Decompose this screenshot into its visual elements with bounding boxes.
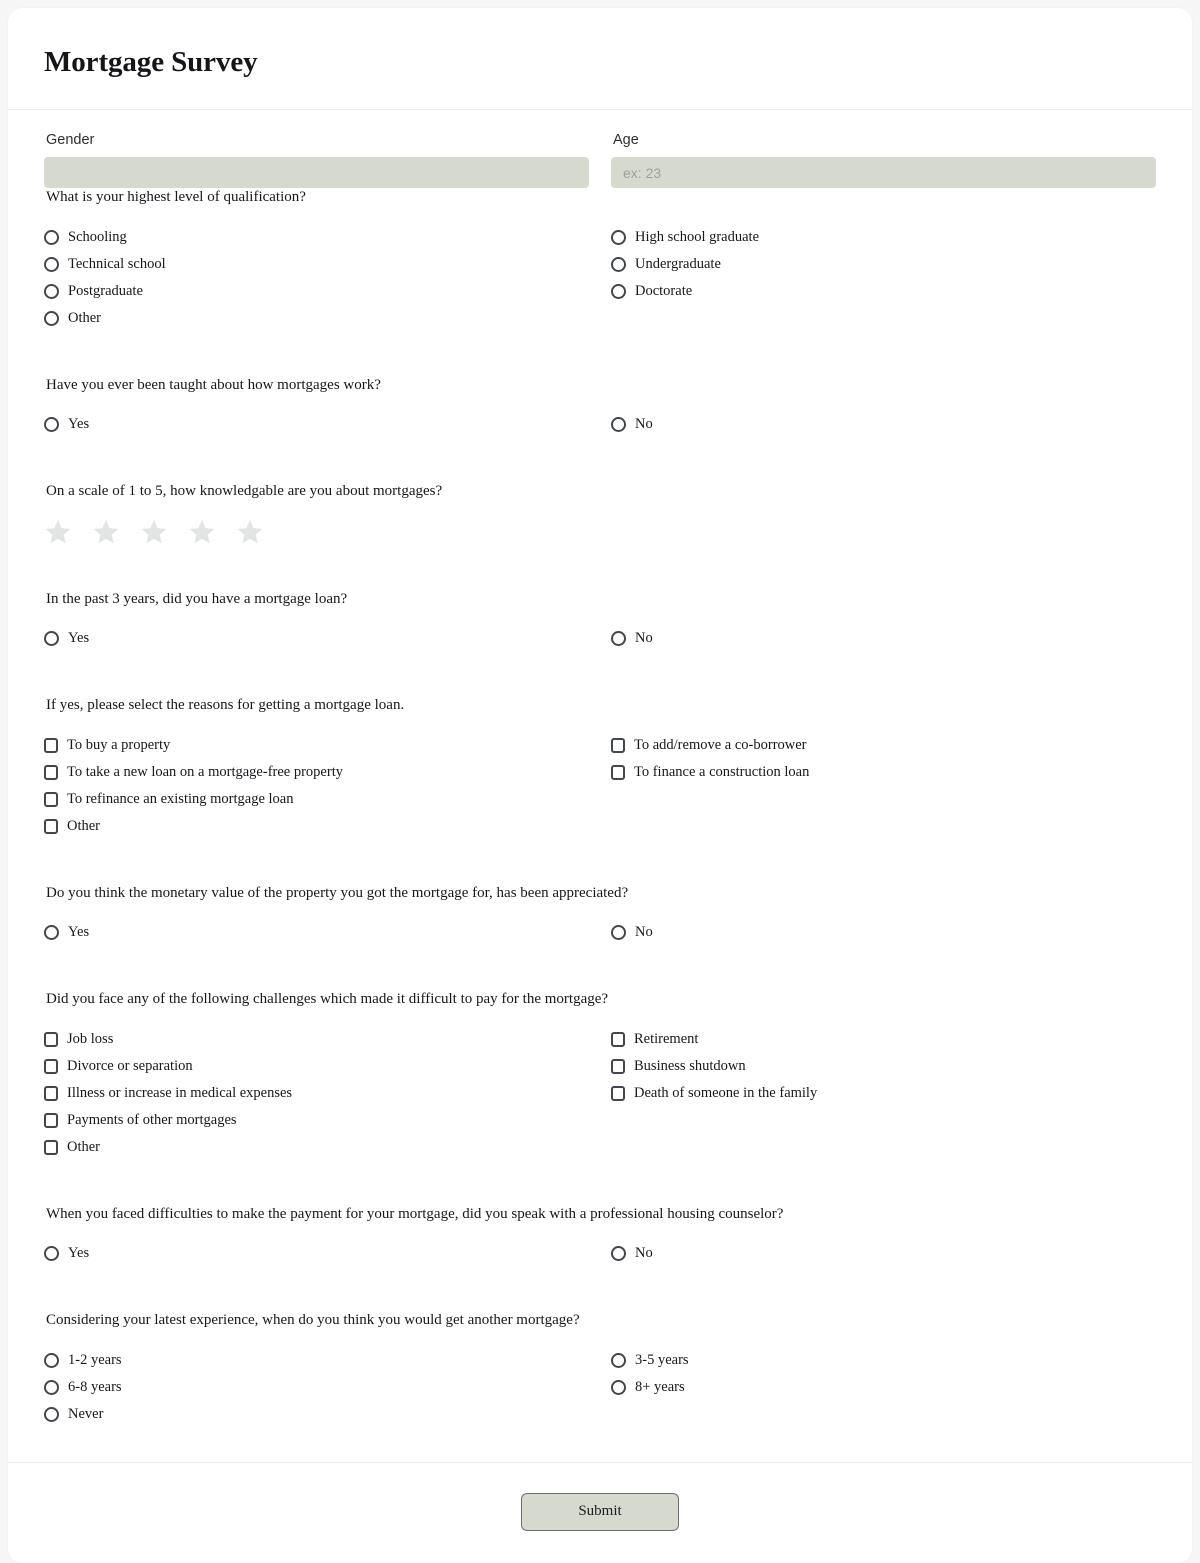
question-text-payment-challenges: Did you face any of the following challenges which made it difficult to pay for the mortgage? [46,991,609,1007]
radio-option-had-mortgage-loan-right-0[interactable] [611,625,1156,652]
checkbox-icon[interactable] [44,1113,58,1128]
radio-option-next-mortgage-timing-right-1[interactable] [611,1374,1156,1401]
option-label: Technical school [68,255,166,272]
radio-icon[interactable] [44,311,59,326]
checkbox-option-loan-reasons-right-1[interactable] [611,759,1156,786]
option-label: High school graduate [635,228,760,245]
radio-option-qualification-right-1[interactable] [611,251,1156,278]
option-label: 3-5 years [635,1351,689,1368]
options-column-left [44,1347,589,1428]
age-input[interactable] [611,157,1156,188]
checkbox-option-payment-challenges-right-1[interactable] [611,1053,1156,1080]
option-label: 6-8 years [68,1378,122,1395]
option-label: Yes [68,630,90,647]
checkbox-option-payment-challenges-left-0[interactable] [44,1026,589,1053]
option-label: Yes [68,416,90,433]
question-block-loan-reasons [44,696,1156,840]
option-label: No [635,1245,653,1262]
checkbox-icon[interactable] [44,819,58,834]
options-column-right [611,1240,1156,1267]
option-label: To finance a construction loan [634,763,810,780]
option-label: Postgraduate [68,282,143,299]
star-icon-2[interactable] [92,518,120,546]
radio-icon[interactable] [44,284,59,299]
options-grid-payment-challenges [44,1026,1156,1161]
radio-icon[interactable] [611,1380,626,1395]
radio-option-next-mortgage-timing-right-0[interactable] [611,1347,1156,1374]
radio-option-taught-about-mortgages-left-0[interactable] [44,411,589,438]
question-block-payment-challenges [44,990,1156,1161]
option-label: Other [67,817,101,834]
radio-icon[interactable] [44,925,59,940]
radio-option-qualification-left-0[interactable] [44,224,589,251]
star-icon-1[interactable] [44,518,72,546]
radio-option-next-mortgage-timing-left-0[interactable] [44,1347,589,1374]
age-label: Age [613,132,639,148]
question-text-spoke-with-counselor: When you faced difficulties to make the payment for your mortgage, did you speak with a professional housing counselor? [46,1205,784,1222]
radio-option-had-mortgage-loan-left-0[interactable] [44,625,589,652]
question-block-value-appreciated [44,884,1156,947]
radio-option-taught-about-mortgages-right-0[interactable] [611,411,1156,438]
checkbox-icon[interactable] [611,738,625,753]
question-block-had-mortgage-loan [44,590,1156,653]
radio-option-next-mortgage-timing-left-2[interactable] [44,1401,589,1428]
option-label: Other [67,1138,101,1155]
checkbox-option-payment-challenges-right-0[interactable] [611,1026,1156,1053]
option-label: Yes [68,924,90,941]
checkbox-option-payment-challenges-left-2[interactable] [44,1080,589,1107]
question-text-qualification: What is your highest level of qualification? [46,189,306,205]
radio-icon[interactable] [611,1246,626,1261]
question-block-knowledge-rating [44,482,1156,546]
option-label: Illness or increase in medical expenses [67,1084,293,1101]
checkbox-option-payment-challenges-left-3[interactable] [44,1107,589,1134]
basic-info-row [44,132,1156,188]
option-label: To buy a property [67,736,171,753]
option-label: No [635,630,653,647]
radio-icon[interactable] [44,417,59,432]
checkbox-option-loan-reasons-left-3[interactable] [44,813,589,840]
checkbox-option-payment-challenges-right-2[interactable] [611,1080,1156,1107]
options-column-left [44,919,589,946]
checkbox-icon[interactable] [44,1140,58,1155]
options-column-left [44,1026,589,1161]
question-block-taught-about-mortgages [44,376,1156,439]
option-label: No [635,924,653,941]
options-column-right [611,1347,1156,1428]
checkbox-option-payment-challenges-left-1[interactable] [44,1053,589,1080]
checkbox-icon[interactable] [44,1059,58,1074]
options-column-right [611,732,1156,840]
options-grid-loan-reasons [44,732,1156,840]
option-label: Undergraduate [635,255,721,272]
option-label: Divorce or separation [67,1057,193,1074]
radio-option-qualification-left-3[interactable] [44,305,589,332]
option-label: Other [68,309,102,326]
gender-input[interactable] [44,157,589,188]
options-column-left [44,224,589,332]
checkbox-icon[interactable] [611,1032,625,1047]
checkbox-icon[interactable] [44,1086,58,1101]
options-column-right [611,919,1156,946]
option-label: To add/remove a co-borrower [634,736,807,753]
radio-icon[interactable] [611,257,626,272]
options-column-left [44,411,589,438]
radio-icon[interactable] [611,925,626,940]
age-field-group [611,132,1156,188]
page-title: Mortgage Survey [44,46,258,78]
option-label: Job loss [67,1030,114,1047]
radio-option-value-appreciated-left-0[interactable] [44,919,589,946]
option-label: Payments of other mortgages [67,1111,237,1128]
radio-icon[interactable] [44,1353,59,1368]
survey-card [8,8,1192,1563]
checkbox-icon[interactable] [611,1059,625,1074]
option-label: To refinance an existing mortgage loan [67,790,294,807]
radio-option-spoke-with-counselor-left-0[interactable] [44,1240,589,1267]
radio-icon[interactable] [611,230,626,245]
question-text-knowledge-rating: On a scale of 1 to 5, how knowledgable are you about mortgages? [46,483,443,499]
question-block-qualification [44,188,1156,332]
option-label: Death of someone in the family [634,1084,818,1101]
checkbox-option-loan-reasons-left-2[interactable] [44,786,589,813]
star-icon-5[interactable] [236,518,264,546]
radio-icon[interactable] [44,1380,59,1395]
option-label: 1-2 years [68,1351,122,1368]
gender-label: Gender [46,132,95,148]
card-body [8,110,1192,1463]
checkbox-icon[interactable] [611,765,625,780]
question-text-taught-about-mortgages: Have you ever been taught about how mortgages work? [46,376,381,393]
checkbox-icon[interactable] [44,1032,58,1047]
checkbox-option-payment-challenges-left-4[interactable] [44,1134,589,1161]
questions-container [44,188,1156,1428]
radio-icon[interactable] [611,417,626,432]
options-column-right [611,1026,1156,1161]
options-column-left [44,732,589,840]
options-grid-had-mortgage-loan [44,625,1156,652]
option-label: Schooling [68,228,127,245]
options-grid-qualification [44,224,1156,332]
checkbox-icon[interactable] [44,738,58,753]
question-text-next-mortgage-timing: Considering your latest experience, when do you think you would get another mortgage? [46,1312,580,1328]
options-column-left [44,625,589,652]
options-grid-next-mortgage-timing [44,1347,1156,1428]
options-column-right [611,224,1156,332]
options-column-right [611,411,1156,438]
radio-option-spoke-with-counselor-right-0[interactable] [611,1240,1156,1267]
gender-field-group [44,132,589,188]
checkbox-icon[interactable] [611,1086,625,1101]
question-text-had-mortgage-loan: In the past 3 years, did you have a mortgage loan? [46,590,348,607]
radio-option-value-appreciated-right-0[interactable] [611,919,1156,946]
option-label: Retirement [634,1030,699,1047]
option-label: 8+ years [635,1378,685,1395]
question-block-next-mortgage-timing [44,1311,1156,1428]
radio-option-qualification-right-2[interactable] [611,278,1156,305]
checkbox-option-loan-reasons-left-1[interactable] [44,759,589,786]
checkbox-icon[interactable] [44,765,58,780]
checkbox-option-loan-reasons-right-0[interactable] [611,732,1156,759]
options-grid-taught-about-mortgages [44,411,1156,438]
star-icon-3[interactable] [140,518,168,546]
option-label: To take a new loan on a mortgage-free property [67,763,343,780]
radio-option-qualification-left-2[interactable] [44,278,589,305]
options-column-left [44,1240,589,1267]
option-label: No [635,416,653,433]
radio-icon[interactable] [44,631,59,646]
question-text-value-appreciated: Do you think the monetary value of the property you got the mortgage for, has been appreciated? [46,884,629,901]
radio-icon[interactable] [44,230,59,245]
radio-option-qualification-right-0[interactable] [611,224,1156,251]
question-text-loan-reasons: If yes, please select the reasons for getting a mortgage loan. [46,697,405,713]
option-label: Business shutdown [634,1057,746,1074]
star-icon-4[interactable] [188,518,216,546]
options-column-right [611,625,1156,652]
radio-icon[interactable] [611,1353,626,1368]
options-grid-spoke-with-counselor [44,1240,1156,1267]
radio-option-next-mortgage-timing-left-1[interactable] [44,1374,589,1401]
question-block-spoke-with-counselor [44,1205,1156,1268]
star-rating-knowledge-rating[interactable] [44,518,1156,546]
radio-option-qualification-left-1[interactable] [44,251,589,278]
checkbox-icon[interactable] [44,792,58,807]
radio-icon[interactable] [611,284,626,299]
options-grid-value-appreciated [44,919,1156,946]
radio-icon[interactable] [44,1407,59,1422]
card-header [8,8,1192,110]
option-label: Never [68,1405,104,1422]
checkbox-option-loan-reasons-left-0[interactable] [44,732,589,759]
radio-icon[interactable] [44,257,59,272]
option-label: Yes [68,1245,90,1262]
submit-button[interactable]: Submit [521,1493,679,1531]
radio-icon[interactable] [611,631,626,646]
radio-icon[interactable] [44,1246,59,1261]
option-label: Doctorate [635,282,693,299]
